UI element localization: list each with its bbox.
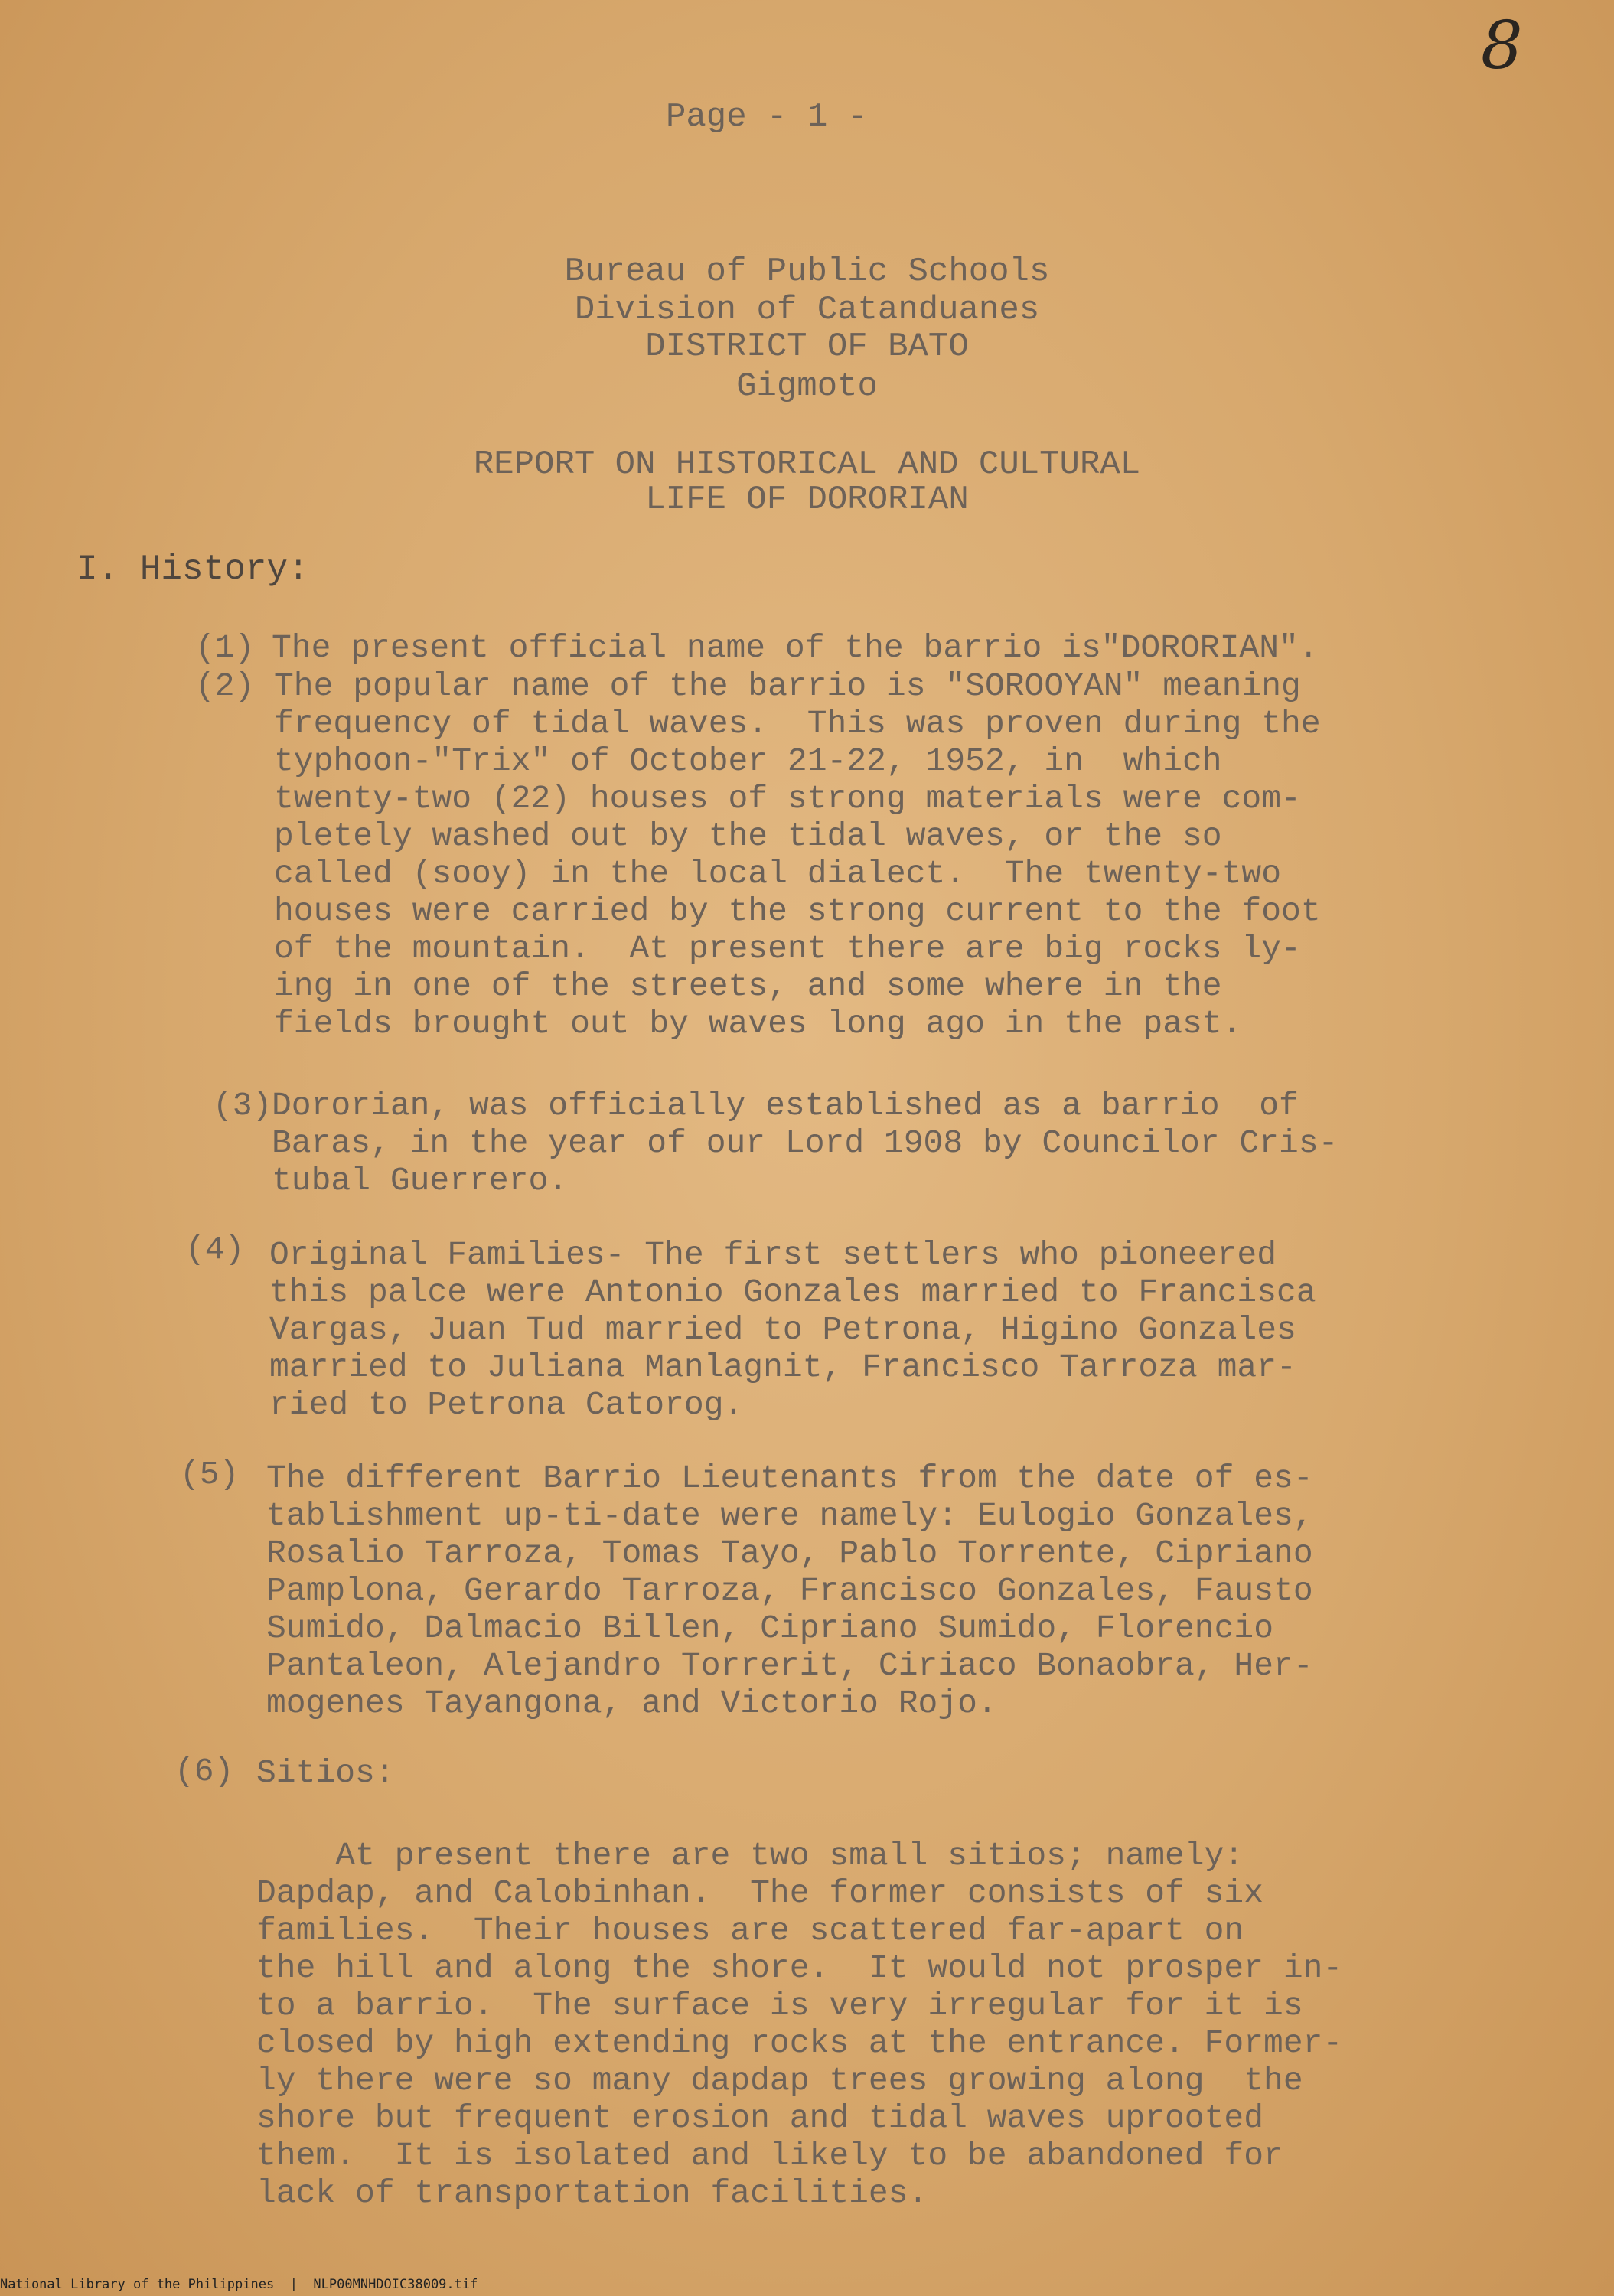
report-title-line1: REPORT ON HISTORICAL AND CULTURAL [473,445,1141,484]
item-line: Dororian, was officially established as a barrio of [272,1087,1299,1124]
item-line: Pantaleon, Alejandro Torrerit, Ciriaco Bonaobra, Her- [266,1647,1313,1684]
item-line: frequency of tidal waves. This was proven during the [274,705,1321,742]
item-number: (6) [174,1753,234,1790]
item-line: typhoon-"Trix" of October 21-22, 1952, in which [274,742,1222,780]
scan-footer: National Library of the Philippines | NLP00MNHDOIC38009.tif [0,2277,478,2292]
header-division: Division of Catanduanes [574,291,1040,329]
paragraph-line: At present there are two small sitios; namely: [256,1837,1244,1874]
header-town: Gigmoto [736,367,878,406]
header-bureau: Bureau of Public Schools [564,253,1050,291]
paragraph-line: closed by high extending rocks at the entrance. Former- [256,2024,1343,2062]
paragraph-line: to a barrio. The surface is very irregular for it is [256,1987,1303,2024]
item-line: of the mountain. At present there are big rocks ly- [274,930,1301,967]
paragraph-line: the hill and along the shore. It would not prosper in- [256,1949,1343,1987]
item-number: (1) [195,629,255,667]
item-number: (4) [185,1231,245,1268]
item-number: (3) [213,1087,272,1124]
item-line: Original Families- The first settlers who pioneered [269,1236,1277,1274]
item-line: married to Juliana Manlagnit, Francisco Tarroza mar- [269,1349,1296,1386]
paragraph-line: shore but frequent erosion and tidal waves uprooted [256,2099,1264,2137]
item-line: The present official name of the barrio is"DORORIAN". [272,629,1319,667]
footer-filename: NLP00MNHDOIC38009.tif [313,2277,478,2292]
item-line: The different Barrio Lieutenants from the date of es- [266,1459,1313,1497]
item-line: this palce were Antonio Gonzales married to Francisca [269,1274,1316,1311]
item-line: houses were carried by the strong current to the foot [274,892,1321,930]
item-line: pletely washed out by the tidal waves, or the so [274,817,1222,855]
handwritten-page-number: 8 [1481,8,1523,84]
paragraph-line: lack of transportation facilities. [256,2174,928,2212]
item-line: tablishment up-ti-date were namely: Eulogio Gonzales, [266,1497,1313,1534]
item-line: twenty-two (22) houses of strong materials were com- [274,780,1301,817]
item-line: tubal Guerrero. [272,1162,569,1199]
item-line: fields brought out by waves long ago in the past. [274,1005,1242,1042]
section-title: I. History: [77,550,309,589]
item-line: The popular name of the barrio is "SOROOYAN" meaning [274,667,1301,705]
item-line: mogenes Tayangona, and Victorio Rojo. [266,1684,997,1722]
item-line: Pamplona, Gerardo Tarroza, Francisco Gonzales, Fausto [266,1572,1313,1609]
header-district: DISTRICT OF BATO [645,328,969,366]
item-line: Baras, in the year of our Lord 1908 by Councilor Cris- [272,1124,1338,1162]
footer-library: National Library of the Philippines [0,2277,275,2292]
item-line: Rosalio Tarroza, Tomas Tayo, Pablo Torrente, Cipriano [266,1534,1313,1572]
paragraph-line: ly there were so many dapdap trees growing along the [256,2062,1303,2099]
item-line: ing in one of the streets, and some where in the [274,967,1222,1005]
item-line: called (sooy) in the local dialect. The twenty-two [274,855,1282,892]
item-line: Sumido, Dalmacio Billen, Cipriano Sumido, Florencio [266,1609,1274,1647]
report-title-line2: LIFE OF DORORIAN [645,481,969,519]
page-label: Page - 1 - [666,98,869,136]
item-line: Sitios: [256,1754,395,1792]
paragraph-line: Dapdap, and Calobinhan. The former consists of six [256,1874,1264,1912]
item-number: (2) [195,667,255,705]
item-number: (5) [180,1456,240,1493]
item-line: Vargas, Juan Tud married to Petrona, Higino Gonzales [269,1311,1296,1349]
paragraph-line: them. It is isolated and likely to be abandoned for [256,2137,1283,2174]
paragraph-line: families. Their houses are scattered far-apart on [256,1912,1244,1949]
item-line: ried to Petrona Catorog. [269,1386,744,1424]
